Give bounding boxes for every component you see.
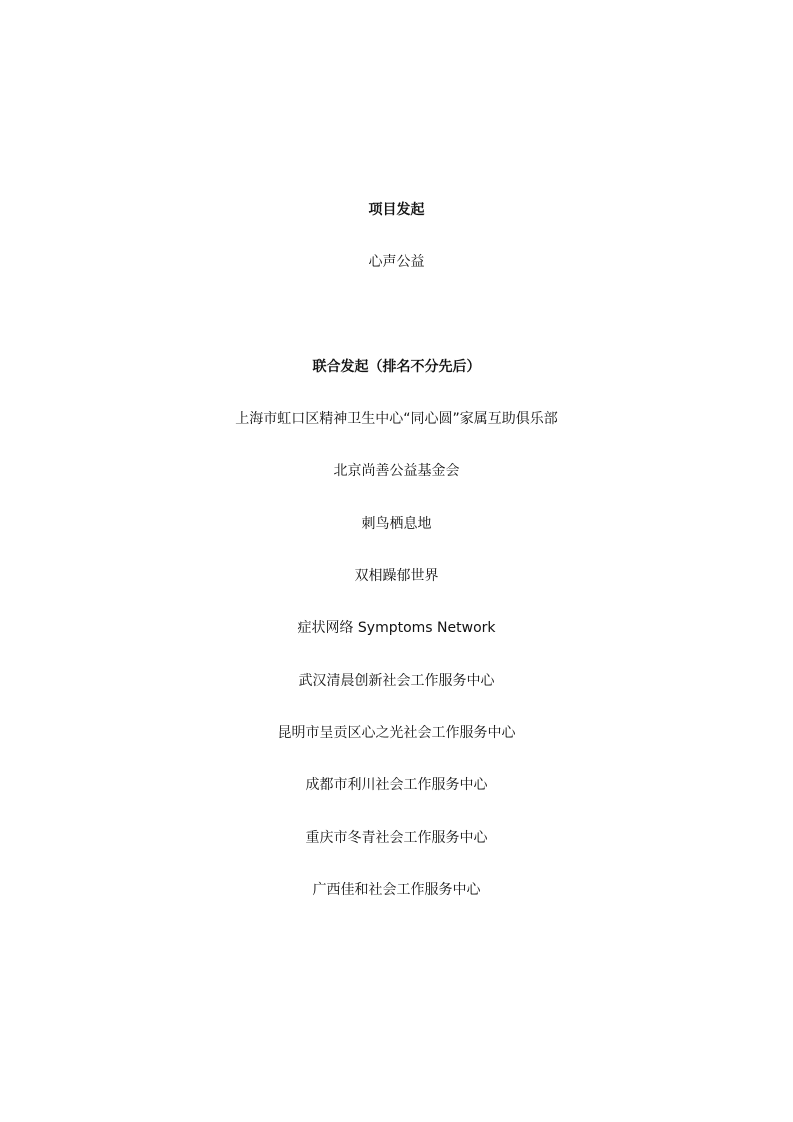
co-initiator-item: 成都市利川社会工作服务中心 bbox=[305, 777, 488, 793]
co-initiator-item: 上海市虹口区精神卫生中心“同心圆”家属互助俱乐部 bbox=[235, 411, 558, 427]
co-initiator-item: 昆明市呈贡区心之光社会工作服务中心 bbox=[277, 725, 516, 741]
initiator-heading: 项目发起 bbox=[368, 202, 425, 218]
co-initiators-heading: 联合发起（排名不分先后） bbox=[312, 359, 481, 375]
co-initiator-item: 重庆市冬青社会工作服务中心 bbox=[305, 830, 488, 846]
co-initiator-item: 广西佳和社会工作服务中心 bbox=[312, 882, 481, 898]
co-initiator-item: 北京尚善公益基金会 bbox=[333, 463, 460, 479]
co-initiator-item: 刺鸟栖息地 bbox=[361, 516, 432, 532]
co-initiator-item: 双相躁郁世界 bbox=[354, 568, 439, 584]
co-initiator-item: 症状网络 Symptoms Network bbox=[297, 620, 496, 636]
initiator-name: 心声公益 bbox=[368, 254, 425, 270]
co-initiator-item: 武汉清晨创新社会工作服务中心 bbox=[298, 673, 495, 689]
